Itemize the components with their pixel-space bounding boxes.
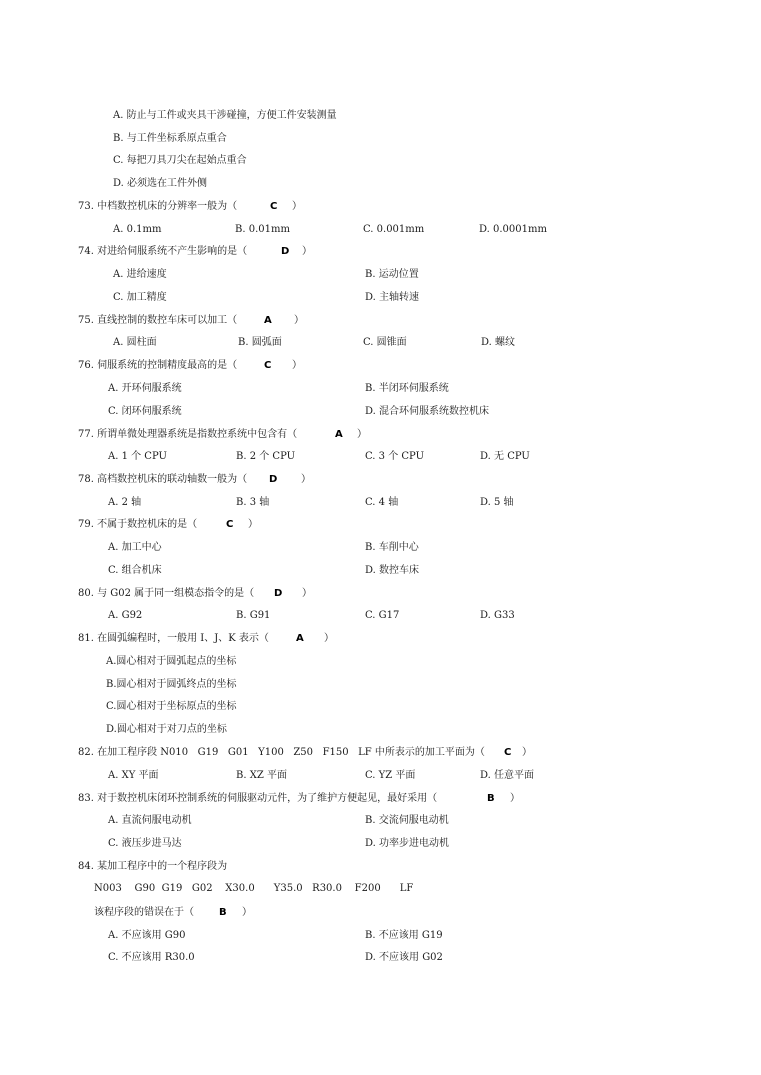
q80-answer: D <box>274 588 283 599</box>
q72-option-b: B. 与工件坐标系原点重合 <box>113 133 227 144</box>
q84-program-block: N003 G90 G19 G02 X30.0 Y35.0 R30.0 F200 LF <box>94 883 414 894</box>
q80-option-c: C. G17 <box>365 610 400 621</box>
q77-option-d: D. 无 CPU <box>480 451 530 462</box>
q75-option-d: D. 螺纹 <box>481 337 516 348</box>
q79-answer: C <box>226 519 234 530</box>
q78-answer: D <box>269 474 278 485</box>
q83-close: ） <box>510 793 520 804</box>
q72-option-d: D. 必须选在工件外侧 <box>113 178 208 189</box>
q83-option-c: C. 液压步进马达 <box>108 838 182 849</box>
q80-option-a: A. G92 <box>108 610 143 621</box>
q83-option-d: D. 功率步进电动机 <box>365 838 450 849</box>
q81-close: ） <box>324 633 334 644</box>
q79-option-a: A. 加工中心 <box>108 542 162 553</box>
q81-option-c: C.圆心相对于坐标原点的坐标 <box>106 701 237 712</box>
q72-option-c: C. 每把刀具刀尖在起始点重合 <box>113 155 247 166</box>
q83-option-b: B. 交流伺服电动机 <box>365 815 449 826</box>
q82-answer: C <box>504 747 512 758</box>
q82-stem: 82. 在加工程序段 N010 G19 G01 Y100 Z50 F150 LF 中所表示的加工平面为（ <box>78 747 485 758</box>
q84-close: ） <box>242 907 252 918</box>
q73-answer: C <box>270 201 278 212</box>
q78-option-d: D. 5 轴 <box>480 497 514 508</box>
q79-stem: 79. 不属于数控机床的是（ <box>78 519 198 530</box>
q83-answer: B <box>487 793 495 804</box>
q74-stem: 74. 对进给伺服系统不产生影响的是（ <box>78 246 248 257</box>
q84-option-a: A. 不应该用 G90 <box>108 930 186 941</box>
q73-stem: 73. 中档数控机床的分辨率一般为（ <box>78 201 238 212</box>
q80-option-b: B. G91 <box>236 610 271 621</box>
q75-close: ） <box>294 315 304 326</box>
q84-option-d: D. 不应该用 G02 <box>365 952 443 963</box>
q79-option-d: D. 数控车床 <box>365 565 420 576</box>
q75-option-a: A. 圆柱面 <box>113 337 157 348</box>
q75-stem: 75. 直线控制的数控车床可以加工（ <box>78 315 238 326</box>
q75-option-b: B. 圆弧面 <box>238 337 282 348</box>
q74-option-b: B. 运动位置 <box>365 269 419 280</box>
q76-option-c: C. 闭环伺服系统 <box>108 406 182 417</box>
q76-close: ） <box>292 360 302 371</box>
q73-option-d: D. 0.0001mm <box>479 224 547 235</box>
q78-close: ） <box>301 474 311 485</box>
q73-close: ） <box>292 201 302 212</box>
q76-option-d: D. 混合环伺服系统数控机床 <box>365 406 490 417</box>
q77-option-a: A. 1 个 CPU <box>108 451 167 462</box>
q79-close: ） <box>248 519 258 530</box>
q78-option-a: A. 2 轴 <box>108 497 142 508</box>
q73-option-a: A. 0.1mm <box>113 224 162 235</box>
q73-option-b: B. 0.01mm <box>235 224 290 235</box>
q80-option-d: D. G33 <box>480 610 515 621</box>
q76-stem: 76. 伺服系统的控制精度最高的是（ <box>78 360 238 371</box>
q78-option-b: B. 3 轴 <box>236 497 270 508</box>
q78-stem: 78. 高档数控机床的联动轴数一般为（ <box>78 474 248 485</box>
q84-question: 该程序段的错误在于（ <box>94 907 194 918</box>
q75-option-c: C. 圆锥面 <box>363 337 407 348</box>
q81-option-d: D.圆心相对于对刀点的坐标 <box>106 724 227 735</box>
q82-option-a: A. XY 平面 <box>108 770 159 781</box>
q81-option-a: A.圆心相对于圆弧起点的坐标 <box>106 656 237 667</box>
q78-option-c: C. 4 轴 <box>365 497 399 508</box>
q83-option-a: A. 直流伺服电动机 <box>108 815 192 826</box>
q81-stem: 81. 在圆弧编程时，一般用 I、J、K 表示（ <box>78 633 269 644</box>
q83-stem: 83. 对于数控机床闭环控制系统的伺服驱动元件，为了维护方便起见，最好采用（ <box>78 793 438 804</box>
q74-close: ） <box>302 246 312 257</box>
q82-option-c: C. YZ 平面 <box>365 770 416 781</box>
q76-option-b: B. 半闭环伺服系统 <box>365 383 449 394</box>
q73-option-c: C. 0.001mm <box>363 224 425 235</box>
q84-option-b: B. 不应该用 G19 <box>365 930 443 941</box>
q84-stem: 84. 某加工程序中的一个程序段为 <box>78 861 228 872</box>
q72-option-a: A. 防止与工件或夹具干涉碰撞，方便工件安装测量 <box>113 110 337 121</box>
q79-option-c: C. 组合机床 <box>108 565 162 576</box>
q77-stem: 77. 所谓单微处理器系统是指数控系统中包含有（ <box>78 429 298 440</box>
q80-stem: 80. 与 G02 属于同一组模态指令的是（ <box>78 588 255 599</box>
q76-answer: C <box>264 360 272 371</box>
q82-close: ） <box>522 747 532 758</box>
q84-answer: B <box>219 907 227 918</box>
q77-option-c: C. 3 个 CPU <box>365 451 425 462</box>
q76-option-a: A. 开环伺服系统 <box>108 383 182 394</box>
q77-option-b: B. 2 个 CPU <box>236 451 296 462</box>
q84-option-c: C. 不应该用 R30.0 <box>108 952 195 963</box>
q82-option-b: B. XZ 平面 <box>236 770 287 781</box>
q80-close: ） <box>302 588 312 599</box>
q81-answer: A <box>296 633 304 644</box>
q77-answer: A <box>335 429 343 440</box>
q74-answer: D <box>281 246 290 257</box>
q82-option-d: D. 任意平面 <box>480 770 535 781</box>
q74-option-d: D. 主轴转速 <box>365 292 420 303</box>
q74-option-c: C. 加工精度 <box>113 292 167 303</box>
q81-option-b: B.圆心相对于圆弧终点的坐标 <box>106 679 237 690</box>
q79-option-b: B. 车削中心 <box>365 542 419 553</box>
q75-answer: A <box>264 315 272 326</box>
q77-close: ） <box>357 429 367 440</box>
q74-option-a: A. 进给速度 <box>113 269 167 280</box>
